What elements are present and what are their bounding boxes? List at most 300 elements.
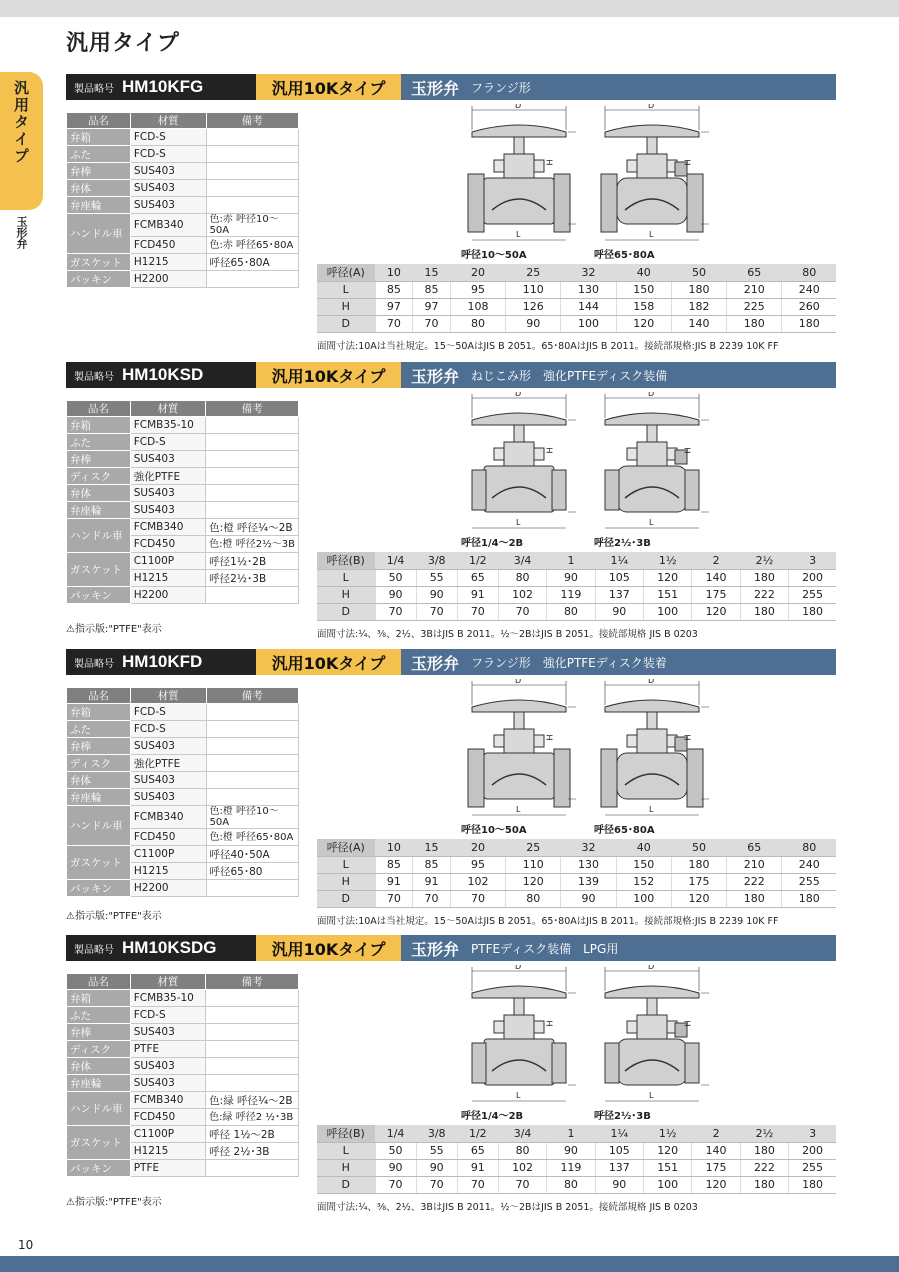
- side-sub-label: 玉形弁: [15, 216, 28, 249]
- product-code-label: 製品略号: [74, 371, 114, 383]
- side-tab: [0, 72, 43, 210]
- dimension-footnote: 面間寸法:10Aは当社規定。15～50AはJIS B 2051。65･80AはJIS B 2011。接続部規格:JIS B 2239 10K FF: [317, 341, 779, 352]
- material: 強化PTFE: [130, 468, 205, 485]
- material: SUS403: [130, 1024, 205, 1041]
- valve-diagram: [458, 104, 578, 262]
- dimension-value: 15: [413, 264, 451, 281]
- top-bar: [0, 0, 899, 17]
- dim-h-label-large: H: [683, 447, 693, 454]
- material: SUS403: [130, 163, 206, 180]
- materials-row: [67, 1126, 299, 1143]
- material: SUS403: [130, 451, 205, 468]
- dimension-value: 200: [789, 1142, 836, 1159]
- dimension-value: 90: [416, 1159, 457, 1176]
- remark: [206, 755, 299, 772]
- caption-large-size: 呼径2½･3B: [594, 538, 651, 549]
- materials-row: [67, 146, 299, 163]
- materials-column-header: 材質: [130, 974, 205, 990]
- dimension-value: 240: [782, 281, 836, 298]
- page-title: 汎用タイプ: [66, 31, 180, 56]
- section-header: [66, 649, 836, 675]
- part-name: ふた: [67, 146, 131, 163]
- materials-row: [67, 163, 299, 180]
- material: H2200: [130, 587, 205, 604]
- valve-section: [66, 649, 836, 929]
- dimension-value: 130: [561, 856, 616, 873]
- remark: [206, 146, 299, 163]
- material: FCD-S: [130, 721, 206, 738]
- material: PTFE: [130, 1160, 205, 1177]
- remark: 呼径65･80: [206, 863, 299, 880]
- remark: [206, 1160, 299, 1177]
- dimension-value: 91: [375, 873, 413, 890]
- dimension-footnote: 面間寸法:¼、⅜、2½、3BはJIS B 2011。½～2BはJIS B 2051。接続部規格 JIS B 0203: [317, 1202, 698, 1213]
- dimension-label: L: [317, 856, 375, 873]
- side-tab-label: 汎用タイプ: [12, 80, 30, 165]
- product-description: [401, 649, 836, 675]
- material: SUS403: [130, 1075, 205, 1092]
- indicator-note: ⚠指示版:"PTFE"表示: [66, 624, 162, 635]
- dimension-label: L: [317, 281, 375, 298]
- remark: [206, 738, 299, 755]
- dimension-value: 152: [616, 873, 671, 890]
- material: SUS403: [130, 789, 206, 806]
- dimension-value: 15: [413, 839, 451, 856]
- remark: [206, 129, 299, 146]
- dimension-value: 70: [457, 603, 498, 620]
- product-code-label: 製品略号: [74, 83, 114, 95]
- part-name: ふた: [67, 1007, 131, 1024]
- dimension-row: [317, 856, 836, 873]
- dimension-value: 1/4: [375, 1125, 416, 1142]
- valve-drawing-large: [591, 679, 711, 837]
- dimension-value: 180: [782, 890, 836, 907]
- caption-large-size: 呼径2½･3B: [594, 1111, 651, 1122]
- part-name: パッキン: [67, 880, 131, 897]
- dimension-row: [317, 890, 836, 907]
- dimension-value: 130: [561, 281, 616, 298]
- dimension-table: [317, 552, 836, 621]
- dimension-value: 108: [450, 298, 505, 315]
- materials-table: [66, 973, 299, 1177]
- dim-h-label-small: H: [545, 734, 555, 741]
- dimension-value: 95: [450, 856, 505, 873]
- dimension-value: 100: [561, 315, 616, 332]
- remark: 色:緑 呼径2 ½･3B: [206, 1109, 299, 1126]
- material: SUS403: [130, 502, 205, 519]
- part-name: ハンドル車: [67, 519, 131, 553]
- materials-column-header: 品名: [67, 974, 131, 990]
- dimension-value: 70: [416, 1176, 457, 1193]
- remark: 呼径40･50A: [206, 846, 299, 863]
- dimension-value: 1¼: [595, 1125, 643, 1142]
- dimension-value: 80: [506, 890, 561, 907]
- dimension-value: 105: [595, 569, 643, 586]
- dimension-value: 25: [506, 264, 561, 281]
- dimension-value: 2½: [740, 1125, 788, 1142]
- valve-diagram: [591, 965, 711, 1123]
- part-name: 弁座輪: [67, 197, 131, 214]
- remark: 呼径 2½･3B: [206, 1143, 299, 1160]
- material: C1100P: [130, 1126, 205, 1143]
- materials-row: [67, 738, 299, 755]
- part-name: 弁座輪: [67, 789, 131, 806]
- product-code: HM10KSDG: [122, 938, 217, 957]
- material: FCD-S: [130, 434, 205, 451]
- dimension-label: 呼径(A): [317, 264, 375, 281]
- type-label: 汎用10Kタイプ: [256, 649, 401, 675]
- remark: 色:緑 呼径¼～2B: [206, 1092, 299, 1109]
- materials-row: [67, 553, 299, 570]
- valve-diagram: [591, 392, 711, 550]
- dimension-value: 70: [450, 890, 505, 907]
- part-name: ディスク: [67, 755, 131, 772]
- materials-column-header: 備考: [206, 401, 299, 417]
- dimension-value: 80: [498, 1142, 546, 1159]
- dimension-value: 180: [740, 1142, 788, 1159]
- dimension-value: 40: [616, 264, 671, 281]
- material: C1100P: [130, 846, 206, 863]
- part-name: ハンドル車: [67, 214, 131, 254]
- dimension-value: 150: [616, 856, 671, 873]
- remark: [206, 1041, 299, 1058]
- material: SUS403: [130, 485, 205, 502]
- remark: [206, 587, 299, 604]
- part-name: パッキン: [67, 271, 131, 288]
- dimension-value: 200: [789, 569, 836, 586]
- dim-h-label-large: H: [683, 734, 693, 741]
- materials-row: [67, 1092, 299, 1109]
- remark: [206, 451, 299, 468]
- materials-header-row: [67, 688, 299, 704]
- dimension-value: 70: [375, 603, 416, 620]
- dimension-value: 120: [692, 1176, 740, 1193]
- dimension-value: 91: [413, 873, 451, 890]
- bottom-bar: [0, 1256, 899, 1272]
- material: FCD450: [130, 829, 206, 846]
- remark: [206, 1007, 299, 1024]
- dimension-value: 240: [782, 856, 836, 873]
- material: SUS403: [130, 772, 206, 789]
- dimension-value: 40: [616, 839, 671, 856]
- dimension-value: 70: [413, 315, 451, 332]
- dimension-label: D: [317, 890, 375, 907]
- product-subtitle: フランジ形 強化PTFEディスク装着: [471, 655, 667, 670]
- dimension-value: 90: [561, 890, 616, 907]
- dim-h-label-small: H: [545, 447, 555, 454]
- material: H1215: [130, 254, 206, 271]
- dimension-value: 120: [644, 1142, 692, 1159]
- remark: [206, 502, 299, 519]
- materials-row: [67, 755, 299, 772]
- dimension-header-row: [317, 552, 836, 569]
- valve-diagram: [458, 965, 578, 1123]
- part-name: 弁棒: [67, 738, 131, 755]
- materials-row: [67, 880, 299, 897]
- dimension-value: 120: [506, 873, 561, 890]
- materials-row: [67, 846, 299, 863]
- valve-drawing-large: [591, 965, 711, 1123]
- part-name: ガスケット: [67, 254, 131, 271]
- dimension-row: [317, 586, 836, 603]
- svg-text:L: L: [516, 805, 521, 814]
- dimension-value: 3: [789, 552, 836, 569]
- dimension-value: 90: [506, 315, 561, 332]
- part-name: ディスク: [67, 468, 131, 485]
- product-code-box: [66, 935, 256, 961]
- dimension-value: 70: [375, 1176, 416, 1193]
- material: FCD450: [130, 1109, 205, 1126]
- part-name: パッキン: [67, 587, 131, 604]
- dimension-value: 180: [740, 603, 788, 620]
- dimension-row: [317, 1159, 836, 1176]
- remark: 呼径1½･2B: [206, 553, 299, 570]
- dimension-value: 2: [692, 1125, 740, 1142]
- dimension-value: 90: [547, 569, 595, 586]
- dimension-value: 180: [727, 315, 782, 332]
- dimension-value: 137: [595, 1159, 643, 1176]
- dimension-value: 120: [671, 890, 726, 907]
- dimension-value: 91: [457, 1159, 498, 1176]
- dimension-label: H: [317, 873, 375, 890]
- material: H2200: [130, 271, 206, 288]
- svg-text:L: L: [516, 230, 521, 239]
- materials-row: [67, 417, 299, 434]
- materials-row: [67, 587, 299, 604]
- dimension-value: 80: [547, 603, 595, 620]
- materials-row: [67, 271, 299, 288]
- product-code: HM10KFD: [122, 652, 203, 671]
- product-subtitle: PTFEディスク装備 LPG用: [471, 941, 619, 956]
- caption-large-size: 呼径65･80A: [594, 825, 655, 836]
- dimension-value: 50: [671, 264, 726, 281]
- dimension-header-row: [317, 839, 836, 856]
- dim-h-label-large: H: [683, 159, 693, 166]
- materials-header-row: [67, 974, 299, 990]
- svg-text:L: L: [516, 1091, 521, 1100]
- remark: [206, 789, 299, 806]
- part-name: パッキン: [67, 1160, 131, 1177]
- dimension-value: 140: [671, 315, 726, 332]
- valve-drawing-small: [458, 104, 578, 262]
- dimension-value: 102: [498, 586, 546, 603]
- dimension-value: 255: [789, 1159, 836, 1176]
- caption-small-size: 呼径10～50A: [461, 250, 527, 261]
- part-name: ガスケット: [67, 553, 131, 587]
- section-header: [66, 74, 836, 100]
- dimension-value: 55: [416, 1142, 457, 1159]
- materials-table: [66, 112, 299, 288]
- dimension-value: 120: [616, 315, 671, 332]
- valve-section: [66, 74, 836, 354]
- dimension-value: 151: [644, 586, 692, 603]
- dimension-value: 180: [789, 603, 836, 620]
- material: FCD450: [130, 536, 205, 553]
- dimension-value: 10: [375, 264, 413, 281]
- dimension-value: 85: [375, 281, 413, 298]
- caption-small-size: 呼径1/4～2B: [461, 1111, 524, 1122]
- indicator-note: ⚠指示版:"PTFE"表示: [66, 1197, 162, 1208]
- materials-row: [67, 1160, 299, 1177]
- valve-section: [66, 935, 836, 1215]
- dimension-value: 150: [616, 281, 671, 298]
- remark: 色:橙 呼径¼～2B: [206, 519, 299, 536]
- dimension-value: 182: [671, 298, 726, 315]
- dimension-value: 20: [450, 264, 505, 281]
- remark: [206, 1024, 299, 1041]
- product-code-box: [66, 74, 256, 100]
- dimension-value: 102: [498, 1159, 546, 1176]
- dimension-value: 175: [692, 1159, 740, 1176]
- dimension-value: 222: [740, 1159, 788, 1176]
- remark: [206, 180, 299, 197]
- remark: [206, 721, 299, 738]
- dimension-value: 90: [547, 1142, 595, 1159]
- part-name: ガスケット: [67, 846, 131, 880]
- product-name: 玉形弁: [411, 653, 460, 673]
- material: FCMB340: [130, 806, 206, 829]
- remark: 呼径2½･3B: [206, 570, 299, 587]
- material: FCD-S: [130, 129, 206, 146]
- dimension-value: 70: [375, 890, 413, 907]
- material: FCD-S: [130, 1007, 205, 1024]
- remark: [206, 163, 299, 180]
- remark: 色:赤 呼径65･80A: [206, 237, 299, 254]
- dimension-label: 呼径(A): [317, 839, 375, 856]
- dimension-value: 175: [692, 586, 740, 603]
- product-description: [401, 74, 836, 100]
- materials-row: [67, 214, 299, 237]
- product-code-label: 製品略号: [74, 944, 114, 956]
- dimension-label: D: [317, 315, 375, 332]
- materials-row: [67, 519, 299, 536]
- dimension-value: 119: [547, 586, 595, 603]
- materials-column-header: 品名: [67, 113, 131, 129]
- valve-drawing-small: [458, 679, 578, 837]
- part-name: ディスク: [67, 1041, 131, 1058]
- dimension-label: H: [317, 1159, 375, 1176]
- valve-diagram: [591, 679, 711, 837]
- product-description: [401, 935, 836, 961]
- part-name: 弁体: [67, 1058, 131, 1075]
- part-name: 弁体: [67, 772, 131, 789]
- valve-diagram: [591, 104, 711, 262]
- dimension-value: 25: [506, 839, 561, 856]
- product-code: HM10KFG: [122, 77, 204, 96]
- dimension-value: 180: [671, 281, 726, 298]
- indicator-note: ⚠指示版:"PTFE"表示: [66, 911, 162, 922]
- dimension-value: 2½: [740, 552, 788, 569]
- remark: 色:橙 呼径10～50A: [206, 806, 299, 829]
- type-label: 汎用10Kタイプ: [256, 362, 401, 388]
- material: H1215: [130, 570, 205, 587]
- dimension-value: 65: [457, 1142, 498, 1159]
- material: 強化PTFE: [130, 755, 206, 772]
- dimension-value: 1½: [644, 552, 692, 569]
- part-name: 弁箱: [67, 129, 131, 146]
- svg-text:D: D: [515, 104, 522, 110]
- dimension-value: 180: [782, 315, 836, 332]
- dimension-value: 85: [413, 856, 451, 873]
- valve-drawing-small: [458, 392, 578, 550]
- dimension-value: 3/4: [498, 552, 546, 569]
- dimension-row: [317, 1176, 836, 1193]
- dimension-value: 20: [450, 839, 505, 856]
- caption-small-size: 呼径1/4～2B: [461, 538, 524, 549]
- dimension-label: L: [317, 569, 375, 586]
- product-name: 玉形弁: [411, 939, 460, 959]
- dimension-row: [317, 603, 836, 620]
- remark: [206, 704, 299, 721]
- part-name: 弁棒: [67, 1024, 131, 1041]
- materials-row: [67, 502, 299, 519]
- materials-row: [67, 1075, 299, 1092]
- dimension-header-row: [317, 1125, 836, 1142]
- remark: 色:橙 呼径2½～3B: [206, 536, 299, 553]
- dimension-value: 95: [450, 281, 505, 298]
- materials-row: [67, 197, 299, 214]
- material: FCMB340: [130, 519, 205, 536]
- remark: [206, 417, 299, 434]
- valve-diagram: [458, 392, 578, 550]
- dimension-value: 102: [450, 873, 505, 890]
- section-header: [66, 935, 836, 961]
- material: FCD450: [130, 237, 206, 254]
- remark: [206, 468, 299, 485]
- type-label: 汎用10Kタイプ: [256, 74, 401, 100]
- dimension-value: 90: [595, 603, 643, 620]
- materials-row: [67, 1041, 299, 1058]
- materials-column-header: 品名: [67, 401, 131, 417]
- svg-text:D: D: [648, 679, 655, 685]
- svg-text:D: D: [515, 392, 522, 398]
- dimension-value: 50: [375, 1142, 416, 1159]
- svg-text:D: D: [648, 965, 655, 971]
- product-description: [401, 362, 836, 388]
- materials-row: [67, 704, 299, 721]
- part-name: 弁箱: [67, 704, 131, 721]
- dimension-value: 119: [547, 1159, 595, 1176]
- dimension-value: 70: [413, 890, 451, 907]
- dimension-value: 90: [375, 586, 416, 603]
- section-header: [66, 362, 836, 388]
- dimension-value: 1/4: [375, 552, 416, 569]
- dimension-row: [317, 315, 836, 332]
- dimension-label: L: [317, 1142, 375, 1159]
- remark: [206, 197, 299, 214]
- part-name: 弁体: [67, 485, 131, 502]
- dimension-value: 210: [727, 856, 782, 873]
- materials-row: [67, 772, 299, 789]
- dimension-label: H: [317, 586, 375, 603]
- dimension-label: D: [317, 1176, 375, 1193]
- material: H1215: [130, 1143, 205, 1160]
- material: FCD-S: [130, 704, 206, 721]
- dimension-table: [317, 1125, 836, 1194]
- dimension-value: 97: [413, 298, 451, 315]
- dimension-value: 105: [595, 1142, 643, 1159]
- remark: [206, 772, 299, 789]
- product-name: 玉形弁: [411, 366, 460, 386]
- dimension-value: 1½: [644, 1125, 692, 1142]
- materials-row: [67, 180, 299, 197]
- dimension-value: 210: [727, 281, 782, 298]
- dimension-value: 65: [727, 264, 782, 281]
- part-name: 弁箱: [67, 990, 131, 1007]
- material: SUS403: [130, 1058, 205, 1075]
- dimension-table: [317, 264, 836, 333]
- remark: [206, 880, 299, 897]
